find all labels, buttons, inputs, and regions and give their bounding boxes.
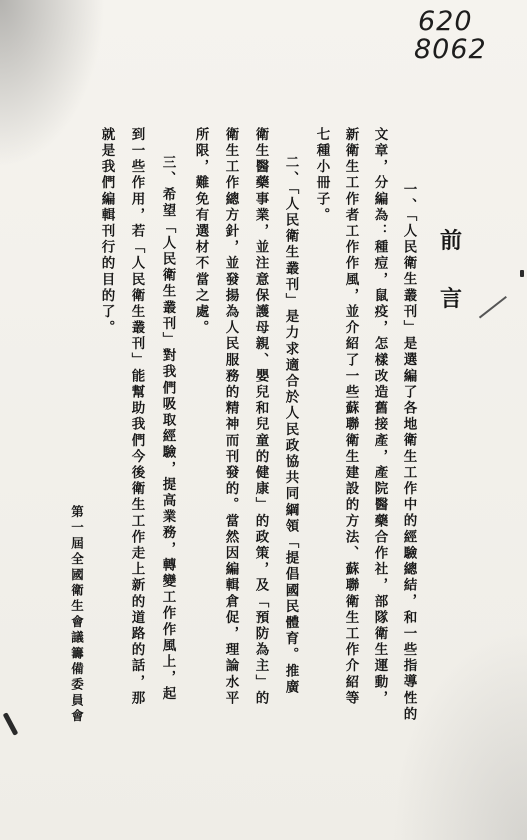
text-column-1: 一、「人民衛生叢刊」是選編了各地衛生工作中的經驗總結，和一些指導性的: [400, 182, 417, 723]
handwritten-number-top: 620: [418, 6, 473, 37]
text-column-10: 到一些作用，若「人民衛生叢刊」能幫助我們今後衛生工作走上新的道路的話，那: [128, 127, 145, 707]
text-column-8: 所限，難免有選材不當之處。: [192, 127, 209, 337]
title-char-second: 言: [440, 286, 463, 312]
text-column-3: 新衛生工作者工作作風，並介紹了一些蘇聯衛生建設的方法、蘇聯衛生工作介紹等: [342, 127, 359, 707]
scan-stroke-right: [479, 296, 507, 318]
text-column-4: 七種小冊子。: [313, 127, 330, 224]
handwritten-number-bottom: 8062: [414, 34, 487, 65]
scan-mark-left: [3, 712, 19, 736]
text-column-11: 就是我們編輯刊行的目的了。: [98, 127, 115, 337]
text-column-2: 文章，分編為：種痘，鼠疫，怎樣改造舊接產，產院醫藥合作社，部隊衛生運動，: [371, 127, 388, 707]
signature-committee: 第一屆全國衛生會議籌備委員會: [69, 505, 85, 725]
text-column-5: 二、「人民衛生叢刊」是力求適合於人民政協共同綱領「提倡國民體育。推廣: [282, 155, 299, 696]
text-column-6: 衛生醫藥事業，並注意保護母親、嬰兒和兒童的健康」的政策，及「預防為主」的: [252, 127, 269, 707]
scan-mark-right: [520, 270, 524, 277]
text-column-9: 三、希望「人民衛生叢刊」對我們吸取經驗，提高業務，轉變工作作風上，起: [159, 155, 176, 703]
title-char-first: 前: [440, 228, 463, 254]
text-column-7: 衛生工作總方針，並發揚為人民服務的精神而刊發的。當然因編輯倉促，理論水平: [222, 127, 239, 707]
